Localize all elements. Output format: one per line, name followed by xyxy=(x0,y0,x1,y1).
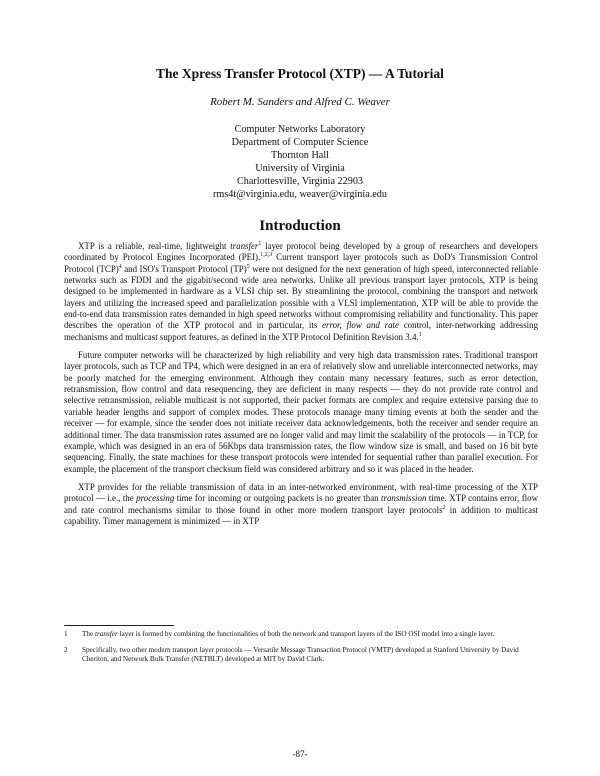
affiliation-emails: rms4t@virginia.edu, weaver@virginia.edu xyxy=(213,189,387,201)
footnote-2: 2 Specifically, two other modern transport layer protocols — Versatile Message Transaction Protocol (VMTP) developed at Stanford University by David Cheriton, and Network Bulk Transfer (NETBLT) developed at MIT by David Clark. xyxy=(64,645,519,664)
section-heading: Introduction xyxy=(259,218,341,234)
paper-authors: Robert M. Sanders and Alfred C. Weaver xyxy=(210,96,390,108)
affiliation-department: Department of Computer Science xyxy=(231,137,369,149)
footnotes xyxy=(64,630,538,671)
affiliation-city: Charlottesville, Virginia 22903 xyxy=(236,176,364,188)
footnote-rule xyxy=(64,625,174,626)
author-affiliation xyxy=(0,123,600,202)
affiliation-building: Thornton Hall xyxy=(270,150,329,162)
body-text xyxy=(64,241,538,527)
affiliation-university: University of Virginia xyxy=(255,163,345,175)
footnote-1: 1 The transfer layer is formed by combining the functionalities of both the network and transport layers of the ISO OSI model into a single layer. xyxy=(64,630,495,638)
page-number: -87- xyxy=(292,749,308,759)
footnote-number: 1 xyxy=(64,630,68,638)
paragraph-2: Future computer networks will be characterized by high reliability and very high data transmission rates. Traditional transport layer protocols, such as TCP and TP4, which were designed in an era of relatively slow and unreliable interconnected networks, may be poorly matched for the emerging environment. Although they contain many necessary features, such as error detection, retransmission, flow control and data resequencing, they are deficient in many respects — they do not provide rate control and selective retransmission, reliable multicast is not supported, their packet formats are complex and require extensive parsing due to variable header lengths and support of complex modes. These protocols manage many timing events at both the sender and the receiver — for example, since the sender does not initiate receiver data acknowledgements, both the receiver and sender require an additional timer. The data transmission rates assumed are no longer valid and may limit the scalability of the protocols — in TCP, for example, which was designed in an era of 56Kbps data transmission rates, the flow window size is small, and based on 16 bit byte sequencing. Finally, the state machines for these transport protocols were intended for sequential rather than parallel execution. For example, the placement of the transport checksum field was considered arbitrary and so it was placed in the header. xyxy=(64,350,538,474)
paper-title: The Xpress Transfer Protocol (XTP) — A Tutorial xyxy=(156,66,444,81)
paragraph-1: XTP is a reliable, real-time, lightweight transfer$^1$ layer protocol being developed by a group of researchers and developers coordinated by Protocol Engines Incorporated (PEI).$^{1,2,3}$ Current transport layer protocols such as DoD's Transmission Control Protocol (TCP)$^4$ and ISO's Transport Protocol (TP)$^5$ were not designed for the next generation of high speed, interconnected reliable networks such as FDDI and the gigabit/second wide area networks. Unlike all previous transport layer protocols, XTP is being designed to be implemented in hardware as a VLSI chip set. By streamlining the protocol, combining the transport and network layers and utilizing the increased speed and parallelization possible with a VLSI implementation, XTP will be able to provide the end-to-end data transmission rates demanded in high speed networks without compromising reliability and functionality. This paper describes the operation of the XTP protocol and in particular, its error, flow and rate control, inter-networking addressing mechanisms and multicast support features, as defined in the XTP Protocol Definition Revision 3.4.$^1$ xyxy=(64,241,539,342)
affiliation-lab: Computer Networks Laboratory xyxy=(234,124,366,135)
paragraph-3: XTP provides for the reliable transmission of data in an inter-networked environment, with real-time processing of the XTP protocol — i.e., the processing time for incoming or outgoing packets is no greater than transmission time. XTP contains error, flow and rate control mechanisms similar to those found in other more modern transport layer protocols$^2$ in addition to multicast capability. Timer management is minimized — in XTP xyxy=(64,481,538,526)
footnote-number: 2 xyxy=(64,645,68,654)
